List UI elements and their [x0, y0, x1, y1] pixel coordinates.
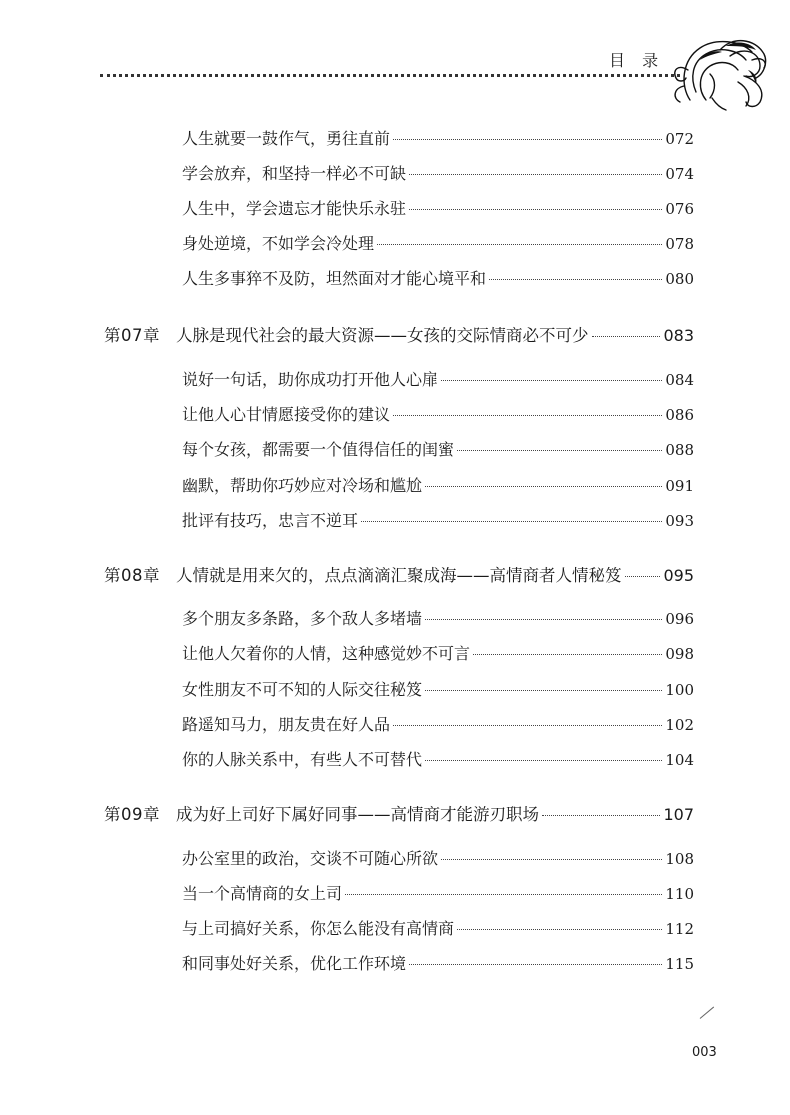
toc-entry-title: 让他人欠着你的人情，这种感觉妙不可言	[182, 644, 471, 663]
dot-leader	[425, 760, 662, 761]
toc-entry-title: 让他人心甘情愿接受你的建议	[182, 405, 391, 424]
toc-page-number: 093	[665, 512, 694, 530]
dot-leader	[441, 380, 662, 381]
dot-leader	[592, 336, 661, 337]
toc-page-number: 108	[665, 850, 694, 868]
toc-entry-title: 幽默，帮助你巧妙应对冷场和尴尬	[182, 476, 423, 495]
toc-page-number: 098	[665, 645, 694, 663]
toc-entry[interactable]	[182, 161, 694, 191]
chapter-title: 人脉是现代社会的最大资源——女孩的交际情商必不可少	[176, 326, 589, 345]
toc-chapter[interactable]	[104, 562, 694, 594]
toc-page-number: 086	[665, 406, 694, 424]
dot-leader	[377, 244, 662, 245]
toc-entry[interactable]	[182, 402, 694, 432]
toc-entry[interactable]	[182, 846, 694, 876]
toc-entry-title: 和同事处好关系，优化工作环境	[182, 954, 407, 973]
toc-page-number: 115	[665, 955, 694, 973]
toc-entry[interactable]	[182, 508, 694, 538]
toc-entry-title: 女性朋友不可不知的人际交往秘笈	[182, 680, 423, 699]
toc-page-number: 080	[665, 270, 694, 288]
page-header-title: 目 录	[609, 51, 665, 70]
toc-page-number: 088	[665, 441, 694, 459]
toc-entry-title: 人生多事猝不及防，坦然面对才能心境平和	[182, 269, 487, 288]
toc-entry-title: 学会放弃，和坚持一样必不可缺	[182, 164, 407, 183]
chapter-number: 第09章	[104, 805, 160, 824]
dot-leader	[409, 174, 662, 175]
toc-entry[interactable]	[182, 473, 694, 503]
toc-entry[interactable]	[182, 916, 694, 946]
toc-chapter[interactable]	[104, 801, 694, 833]
dot-leader	[425, 619, 662, 620]
dot-leader	[457, 929, 662, 930]
dot-leader	[409, 964, 662, 965]
toc-page-number: 084	[665, 371, 694, 389]
toc-page-number: 104	[665, 751, 694, 769]
toc-entry[interactable]	[182, 437, 694, 467]
toc-entry[interactable]	[182, 881, 694, 911]
toc-entry[interactable]	[182, 606, 694, 636]
toc-entry-title: 人生就要一鼓作气，勇往直前	[182, 129, 391, 148]
toc-entry-title: 每个女孩，都需要一个值得信任的闺蜜	[182, 440, 455, 459]
toc-page-number: 083	[663, 326, 694, 345]
chapter-title: 人情就是用来欠的，点点滴滴汇聚成海——高情商者人情秘笈	[176, 566, 622, 585]
dot-leader	[457, 450, 662, 451]
toc-entry[interactable]	[182, 196, 694, 226]
toc-entry[interactable]	[182, 747, 694, 777]
toc-entry-title: 你的人脉关系中，有些人不可替代	[182, 750, 423, 769]
toc-entry[interactable]	[182, 126, 694, 156]
toc-page-number: 096	[665, 610, 694, 628]
toc-page-number: 112	[665, 920, 694, 938]
toc-page-number: 078	[665, 235, 694, 253]
dot-leader	[425, 486, 662, 487]
toc-entry-title: 与上司搞好关系，你怎么能没有高情商	[182, 919, 455, 938]
toc-page-number: 072	[665, 130, 694, 148]
toc-page-number: 107	[663, 805, 694, 824]
dot-leader	[625, 576, 661, 577]
toc-entry-title: 多个朋友多条路，多个敌人多堵墙	[182, 609, 423, 628]
toc-entry[interactable]	[182, 951, 694, 981]
toc-entry[interactable]	[182, 231, 694, 261]
dot-leader	[345, 894, 662, 895]
page-number: 003	[692, 1045, 717, 1060]
toc-entry-title: 批评有技巧，忠言不逆耳	[182, 511, 359, 530]
toc-entry[interactable]	[182, 641, 694, 671]
toc-entry[interactable]	[182, 677, 694, 707]
toc-page-number: 076	[665, 200, 694, 218]
toc-page-number: 091	[665, 477, 694, 495]
toc-entry[interactable]	[182, 266, 694, 296]
dot-leader	[409, 209, 662, 210]
toc-entry-title: 当一个高情商的女上司	[182, 884, 343, 903]
dot-leader	[441, 859, 662, 860]
toc-entry[interactable]	[182, 712, 694, 742]
toc-page-number: 110	[665, 885, 694, 903]
toc-entry-title: 身处逆境，不如学会冷处理	[182, 234, 375, 253]
dot-leader	[361, 521, 662, 522]
dot-leader	[393, 139, 662, 140]
toc-entry-title: 路遥知马力，朋友贵在好人品	[182, 715, 391, 734]
chapter-number: 第07章	[104, 326, 160, 345]
toc-entry-title: 办公室里的政治，交谈不可随心所欲	[182, 849, 439, 868]
dot-leader	[542, 815, 660, 816]
toc-entry[interactable]	[182, 367, 694, 397]
dot-leader	[489, 279, 662, 280]
toc-page-number: 095	[663, 566, 694, 585]
chapter-number: 第08章	[104, 566, 160, 585]
dot-leader	[393, 725, 662, 726]
toc-chapter[interactable]	[104, 322, 694, 354]
dot-leader	[393, 415, 662, 416]
dot-leader	[425, 690, 662, 691]
toc-page-number: 100	[665, 681, 694, 699]
dot-leader	[473, 654, 662, 655]
toc-entry-title: 人生中，学会遗忘才能快乐永驻	[182, 199, 407, 218]
chapter-title: 成为好上司好下属好同事——高情商才能游刃职场	[176, 805, 539, 824]
toc-page-number: 074	[665, 165, 694, 183]
toc-entry-title: 说好一句话，助你成功打开他人心扉	[182, 370, 439, 389]
toc-page-number: 102	[665, 716, 694, 734]
